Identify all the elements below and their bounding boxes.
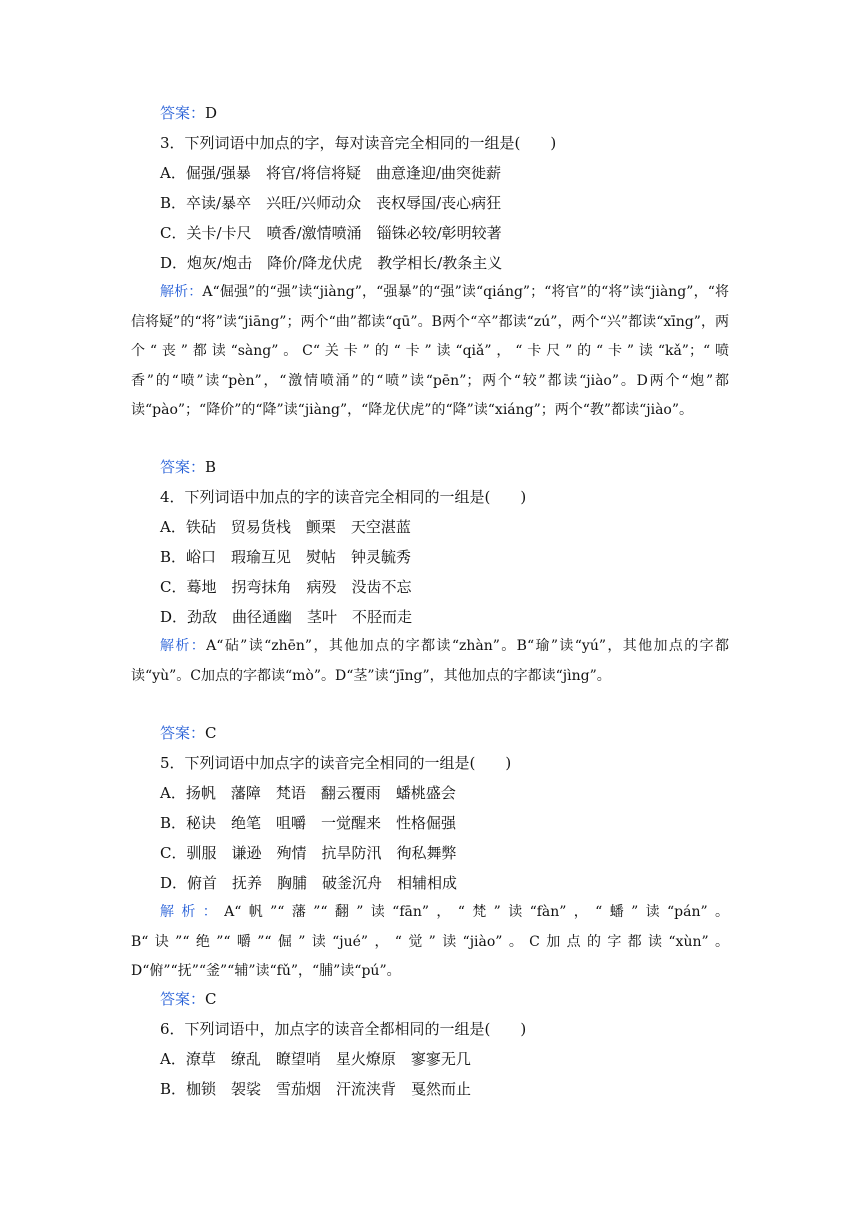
analysis-text: A“倔强”的“强”读“jiàng”，“强暴”的“强”读“qiáng”；“将官”的“将”读“jiàng”，“将信将疑”的“将”读“jiāng”；两个“曲”都读“qū”。B两个“卒”都读“zú”，两个“兴”都读“xīng”，两个“丧”都读“sàng”。C“关卡”的“卡”读“qiǎ”，“卡尺”的“卡”读“kǎ”；“喷香”的“喷”读“pèn”，“激情喷涌”的“喷”读“pēn”；两个“较”都读“jiào”。D两个“炮”都读“pào”；“降价”的“降”读“jiàng”，“降龙伏虎”的“降”读“xiáng”；两个“教”都读“jiào”。 bbox=[131, 284, 729, 418]
question-3-option-c: C．关卡/卡尺 喷香/激情喷涌 锱铢必较/彰明较著 bbox=[160, 224, 502, 242]
analysis-label: 解析： bbox=[160, 284, 203, 300]
question-4-option-a: A．铁砧 贸易货栈 颤栗 天空湛蓝 bbox=[160, 518, 411, 536]
question-3-option-b: B．卒读/暴卒 兴旺/兴师动众 丧权辱国/丧心病狂 bbox=[160, 194, 502, 212]
analysis-label: 解析： bbox=[160, 638, 207, 654]
question-5-option-c: C．驯服 谦逊 殉情 抗旱防汛 徇私舞弊 bbox=[160, 844, 457, 862]
question-6-option-b: B．枷锁 袈裟 雪茄烟 汗流浃背 戛然而止 bbox=[160, 1080, 472, 1098]
question-5-option-a: A．扬帆 藩障 梵语 翻云覆雨 蟠桃盛会 bbox=[160, 784, 456, 802]
question-4-option-c: C．蓦地 拐弯抹角 病殁 没齿不忘 bbox=[160, 578, 412, 596]
question-4-option-b: B．峪口 瑕瑜互见 熨帖 钟灵毓秀 bbox=[160, 548, 412, 566]
answer-label: 答案： bbox=[160, 104, 206, 122]
question-6-stem: 6．下列词语中，加点字的读音全都相同的一组是( ) bbox=[160, 1020, 527, 1038]
question-4-stem: 4．下列词语中加点的字的读音完全相同的一组是( ) bbox=[160, 488, 527, 506]
question-3-analysis bbox=[131, 278, 729, 426]
answer-label: 答案： bbox=[160, 458, 206, 476]
answer-label: 答案： bbox=[160, 724, 206, 742]
answer-value: C bbox=[205, 724, 217, 742]
answer-label: 答案： bbox=[160, 990, 206, 1008]
question-3-stem: 3．下列词语中加点的字，每对读音完全相同的一组是( ) bbox=[160, 134, 557, 152]
question-5-analysis bbox=[131, 898, 729, 987]
question-5-option-b: B．秘诀 绝笔 咀嚼 一觉醒来 性格倔强 bbox=[160, 814, 457, 832]
analysis-text: A“帆”“藩”“翻”读“fān”，“梵”读“fàn”，“蟠”读“pán”。B“诀”“绝”“嚼”“倔”读“jué”，“觉”读“jiào”。C加点的字都读“xùn”。D“俯”“抚”“釜”“辅”读“fǔ”，“脯”读“pú”。 bbox=[131, 904, 729, 979]
question-3-option-d: D．炮灰/炮击 降价/降龙伏虎 教学相长/教条主义 bbox=[160, 254, 503, 272]
question-5-stem: 5．下列词语中加点字的读音完全相同的一组是( ) bbox=[160, 754, 512, 772]
answer-value: B bbox=[205, 458, 217, 476]
question-4-answer bbox=[160, 723, 217, 743]
analysis-label: 解析： bbox=[160, 904, 225, 920]
answer-line-prev bbox=[160, 103, 217, 123]
question-6-option-a: A．潦草 缭乱 瞭望哨 星火燎原 寥寥无几 bbox=[160, 1050, 471, 1068]
question-4-analysis bbox=[131, 632, 729, 691]
question-5-option-d: D．俯首 抚养 胸脯 破釜沉舟 相辅相成 bbox=[160, 874, 458, 892]
answer-value: D bbox=[205, 104, 218, 122]
analysis-text: A“砧”读“zhēn”，其他加点的字都读“zhàn”。B“瑜”读“yú”，其他加点的字都读“yù”。C加点的字都读“mò”。D“茎”读“jīng”，其他加点的字都读“jìng”。 bbox=[131, 638, 730, 684]
question-5-answer bbox=[160, 989, 217, 1009]
question-3-option-a: A．倔强/强暴 将官/将信将疑 曲意逢迎/曲突徙薪 bbox=[160, 164, 501, 182]
question-3-answer bbox=[160, 457, 216, 477]
question-4-option-d: D．劲敌 曲径通幽 茎叶 不胫而走 bbox=[160, 608, 413, 626]
answer-value: C bbox=[205, 990, 217, 1008]
